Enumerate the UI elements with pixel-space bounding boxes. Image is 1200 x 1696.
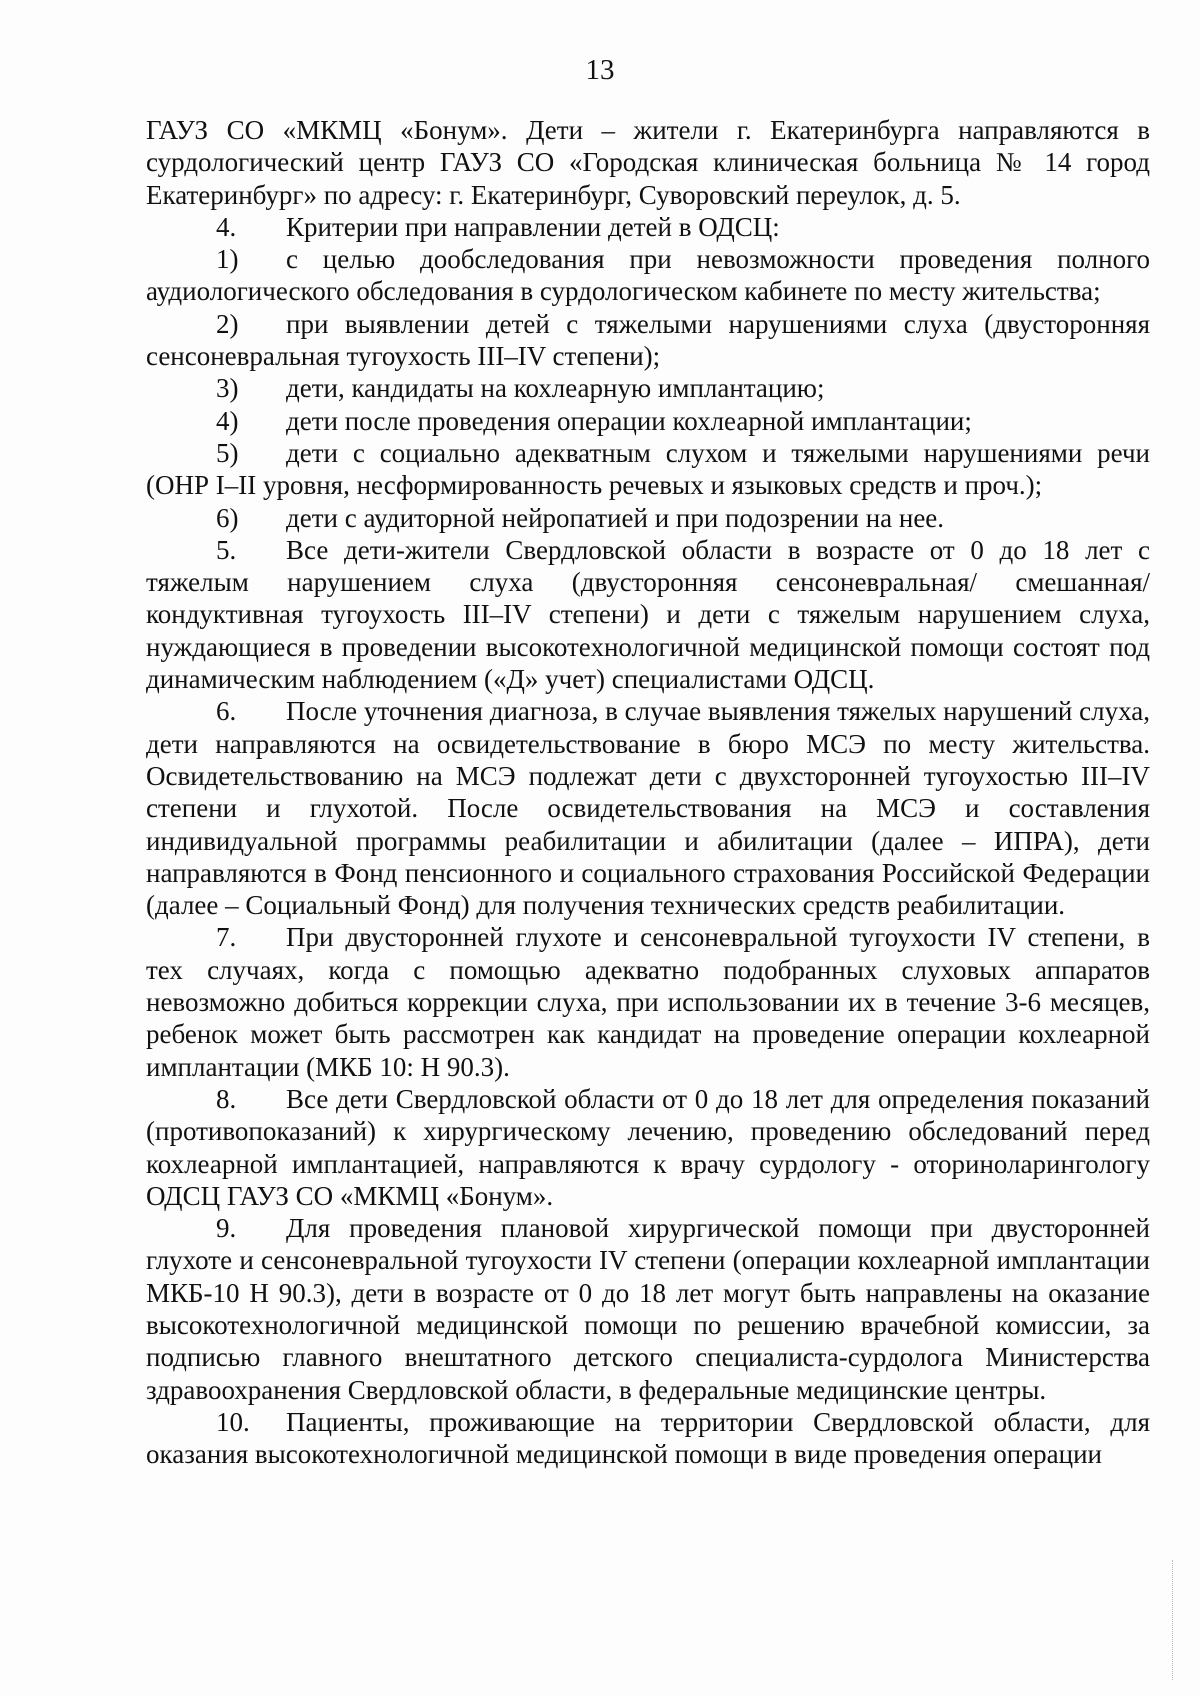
paragraph-item-5 [146, 534, 1150, 695]
item-number: 1) [216, 244, 239, 275]
paragraph-text: дети после проведения операции кохлеарной имплантации; [286, 405, 972, 436]
item-number: 4. [216, 211, 237, 242]
item-number: 5. [216, 534, 237, 565]
paragraph-item-6 [146, 695, 1150, 921]
paragraph-text: Пациенты, проживающие на территории Свердловской области, для оказания высокотехнологичной медицинской помощи в виде проведения операции [146, 1406, 1150, 1470]
item-number: 4) [216, 405, 239, 436]
paragraph-text: Все дети Свердловской области от 0 до 18 лет для определения показаний (противопоказаний) к хирургическому лечению, проведению обследований перед кохлеарной имплантацией, направляются к врачу сурдологу - оториноларингологу ОДСЦ ГАУЗ СО «МКМЦ «Бонум». [146, 1083, 1150, 1211]
paragraph-text: При двусторонней глухоте и сенсоневральной тугоухости IV степени, в тех случаях, когда с помощью адекватно подобранных слуховых аппаратов невозможно добиться коррекции слуха, при использовании их в течение 3-6 месяцев, ребенок может быть рассмотрен как кандидат на проведение операции кохлеарной имплантации (МКБ 10: Н 90.3). [146, 922, 1150, 1082]
paragraph-text: при выявлении детей с тяжелыми нарушениями слуха (двусторонняя сенсоневральная тугоухость III–IV степени); [146, 308, 1150, 372]
document-body [146, 114, 1150, 1470]
item-number: 5) [216, 437, 239, 468]
paragraph-text: дети, кандидаты на кохлеарную имплантацию; [286, 373, 825, 404]
item-number: 10. [216, 1406, 250, 1437]
item-number: 6) [216, 502, 239, 533]
paragraph-text: дети с аудиторной нейропатией и при подозрении на нее. [286, 502, 945, 533]
paragraph-text: с целью дообследования при невозможности проведения полного аудиологического обследования в сурдологическом кабинете по месту жительства; [146, 244, 1150, 307]
item-number: 8. [216, 1083, 237, 1114]
paragraph-item-7 [146, 921, 1150, 1082]
list-item-3 [146, 372, 1150, 404]
paragraph-continuation [146, 114, 1150, 211]
list-item-5 [146, 437, 1150, 502]
list-item-6 [146, 502, 1150, 534]
paragraph-item-4 [146, 211, 1150, 243]
item-number: 2) [216, 308, 239, 339]
paragraph-text: После уточнения диагноза, в случае выявления тяжелых нарушений слуха, дети направляются на освидетельствование в бюро МСЭ по месту жительства. Освидетельствованию на МСЭ подлежат дети с двухсторонней тугоухостью III–IV степени и глухотой. После освидетельствования на МСЭ и составления индивидуальной программы реабилитации и абилитации (далее – ИПРА), дети направляются в Фонд пенсионного и социального страхования Российской Федерации (далее – Социальный Фонд) для получения технических средств реабилитации. [146, 696, 1150, 921]
item-number: 6. [216, 696, 237, 727]
list-item-1 [146, 243, 1150, 308]
paragraph-text: дети с социально адекватным слухом и тяжелыми нарушениями речи (ОНР I–II уровня, несформированность речевых и языковых средств и проч.); [146, 437, 1150, 501]
paragraph-item-9 [146, 1212, 1150, 1406]
paragraph-text: Критерии при направлении детей в ОДСЦ: [286, 211, 780, 242]
item-number: 7. [216, 922, 237, 953]
list-item-4 [146, 405, 1150, 437]
item-number: 3) [216, 373, 239, 404]
paragraph-text: Все дети-жители Свердловской области в возрасте от 0 до 18 лет с тяжелым нарушением слуха (двусторонняя сенсоневральная/ смешанная/ кондуктивная тугоухость III–IV степени) и дети с тяжелым нарушением слуха, нуждающиеся в проведении высокотехнологичной медицинской помощи состоят под динамическим наблюдением («Д» учет) специалистами ОДСЦ. [146, 534, 1150, 695]
paragraph-item-10 [146, 1406, 1150, 1471]
list-item-2 [146, 308, 1150, 373]
paragraph-item-8 [146, 1083, 1150, 1212]
scan-edge-mark [1172, 1560, 1174, 1680]
paragraph-text: ГАУЗ СО «МКМЦ «Бонум». Дети – жители г. Екатеринбурга направляются в сурдологический центр ГАУЗ СО «Городская клиническая больница № 14 город Екатеринбург» по адресу: г. Екатеринбург, Суворовский переулок, д. 5. [146, 115, 1150, 210]
paragraph-text: Для проведения плановой хирургической помощи при двусторонней глухоте и сенсоневральной тугоухости IV степени (операции кохлеарной имплантации МКБ-10 Н 90.3), дети в возрасте от 0 до 18 лет могут быть направлены на оказание высокотехнологичной медицинской помощи по решению врачебной комиссии, за подписью главного внештатного детского специалиста-сурдолога Министерства здравоохранения Свердловской области, в федеральные медицинские центры. [146, 1213, 1150, 1405]
page-number: 13 [585, 54, 615, 86]
item-number: 9. [216, 1213, 237, 1244]
